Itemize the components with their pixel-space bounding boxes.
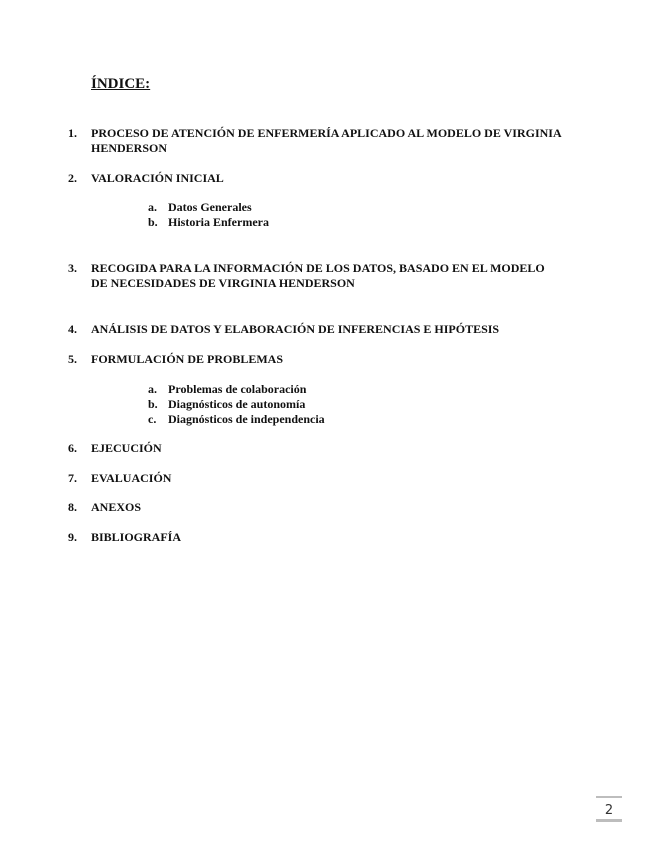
toc-subitem-number: c. [148, 412, 157, 426]
toc-item-text: BIBLIOGRAFÍA [91, 530, 182, 544]
toc-item-number: 9. [68, 530, 77, 544]
toc-item-number: 2. [68, 171, 77, 185]
toc-item-text: VALORACIÓN INICIAL [91, 171, 224, 185]
toc-subitem-number: b. [148, 215, 158, 229]
toc-item-text: ANEXOS [91, 500, 142, 514]
toc-subitem-text: Problemas de colaboración [168, 382, 307, 396]
toc-subitem-number: b. [148, 397, 158, 411]
page-title: ÍNDICE: [91, 76, 151, 92]
toc-item-text: ANÁLISIS DE DATOS Y ELABORACIÓN DE INFERENCIAS E HIPÓTESIS [91, 322, 500, 336]
toc-subitem-text: Diagnósticos de autonomía [168, 397, 306, 411]
toc-subitem-text: Diagnósticos de independencia [168, 412, 325, 426]
toc-item-number: 7. [68, 471, 77, 485]
toc-item-number: 4. [68, 322, 77, 336]
toc-subitem-text: Datos Generales [168, 200, 252, 214]
page-number: 2 [596, 796, 622, 822]
toc-item-text: EVALUACIÓN [91, 471, 172, 485]
toc-item-number: 5. [68, 352, 77, 366]
toc-item-number: 8. [68, 500, 77, 514]
toc-item-text: RECOGIDA PARA LA INFORMACIÓN DE LOS DATOS, BASADO EN EL MODELO DE NECESIDADES DE VIRGINIA HENDERSON [91, 261, 545, 290]
toc-subitem-number: a. [148, 200, 157, 214]
toc-item-text: FORMULACIÓN DE PROBLEMAS [91, 352, 284, 366]
toc-subitem-text: Historia Enfermera [168, 215, 269, 229]
toc-item-number: 1. [68, 126, 77, 140]
toc-item-number: 3. [68, 261, 77, 275]
toc-item-text: EJECUCIÓN [91, 441, 162, 455]
toc-subitem-number: a. [148, 382, 157, 396]
toc-item-number: 6. [68, 441, 77, 455]
toc-item-text: PROCESO DE ATENCIÓN DE ENFERMERÍA APLICADO AL MODELO DE VIRGINIA HENDERSON [91, 126, 561, 155]
